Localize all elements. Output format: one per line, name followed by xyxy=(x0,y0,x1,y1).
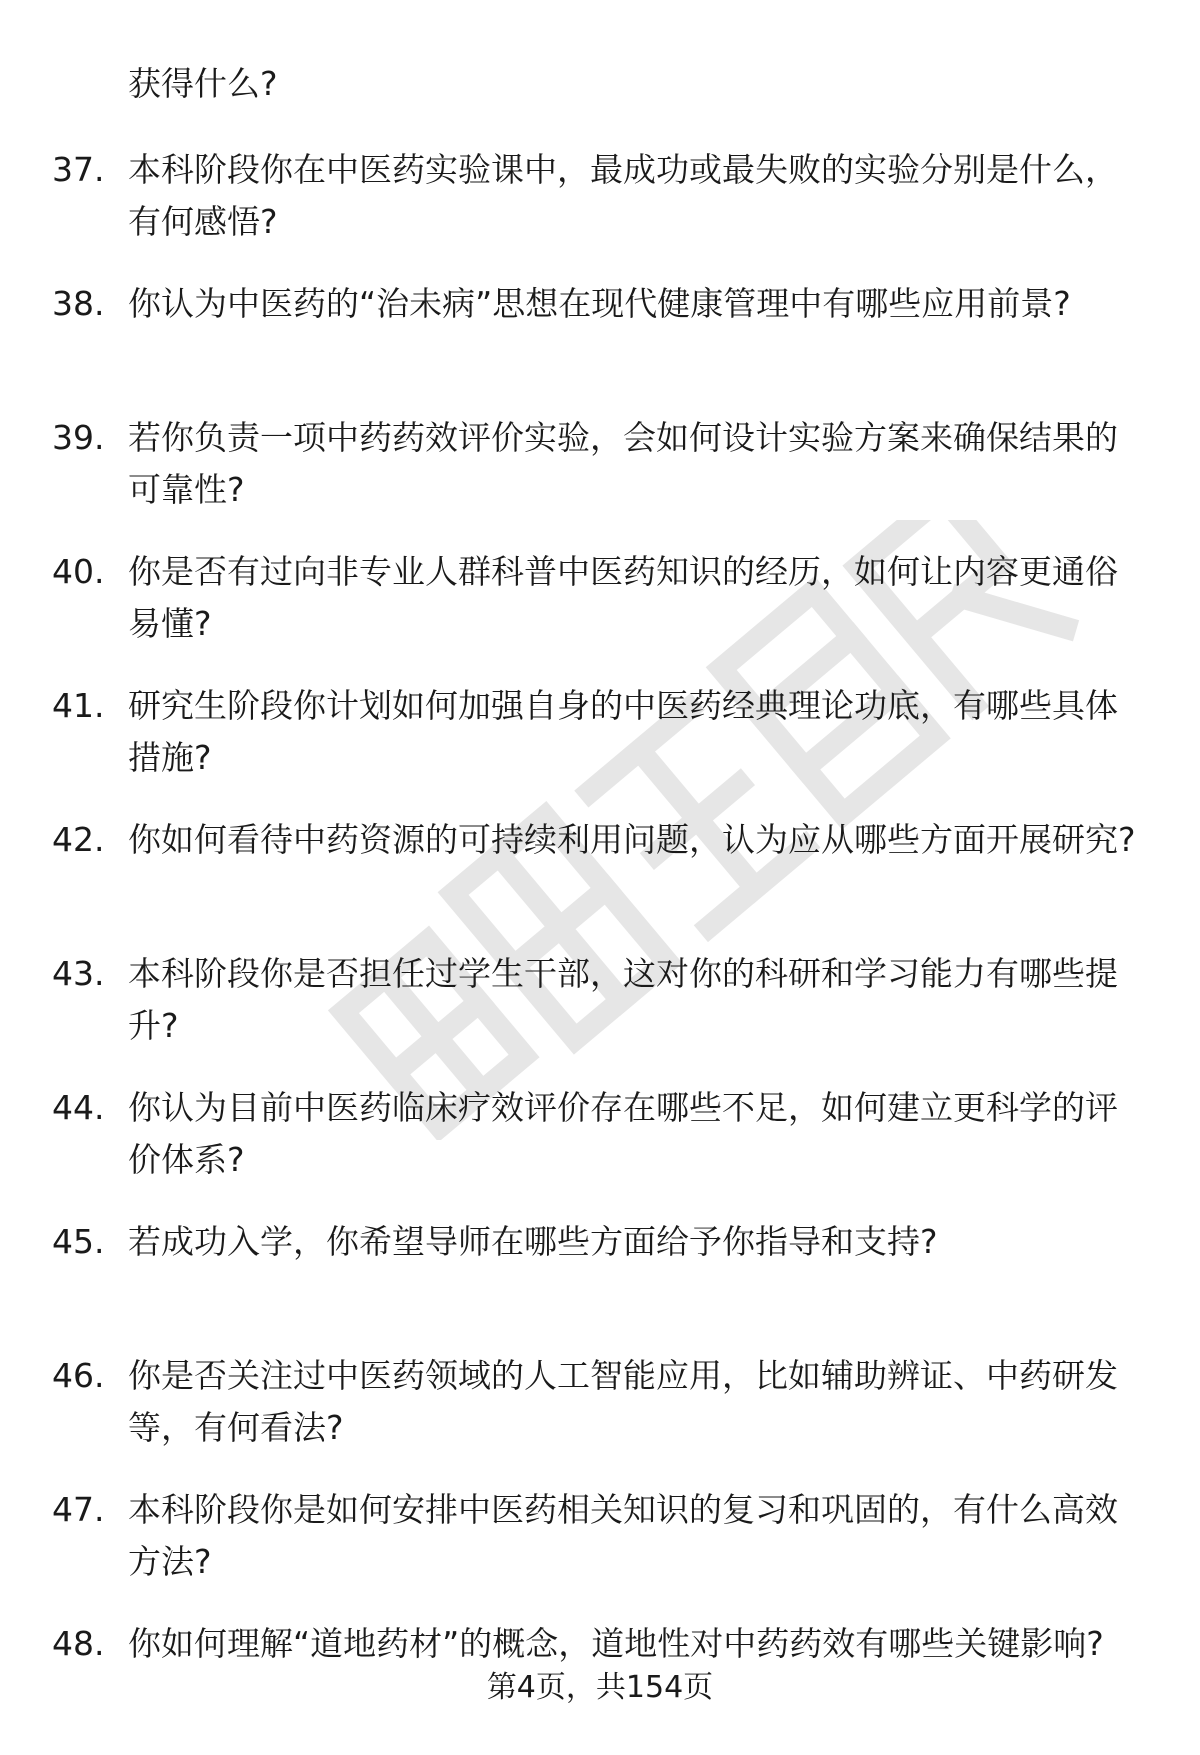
question-item xyxy=(0,948,1200,1082)
question-text: 你如何理解“道地药材”的概念，道地性对中药药效有哪些关键影响? xyxy=(128,1624,1104,1663)
question-item xyxy=(0,278,1200,412)
continued-question-text: 获得什么? xyxy=(128,64,278,103)
question-number: 37. xyxy=(52,150,105,189)
question-number: 48. xyxy=(52,1624,105,1663)
question-text: 本科阶段你是如何安排中医药相关知识的复习和巩固的，有什么高效方法? xyxy=(128,1490,1118,1581)
question-item xyxy=(0,144,1200,278)
question-text: 你如何看待中药资源的可持续利用问题，认为应从哪些方面开展研究? xyxy=(128,820,1136,859)
question-number: 38. xyxy=(52,284,105,323)
question-text: 本科阶段你在中医药实验课中，最成功或最失败的实验分别是什么，有何感悟? xyxy=(128,150,1118,241)
question-text: 研究生阶段你计划如何加强自身的中医药经典理论功底，有哪些具体措施? xyxy=(128,686,1118,777)
question-item xyxy=(0,814,1200,948)
question-number: 44. xyxy=(52,1088,105,1127)
question-text: 你是否关注过中医药领域的人工智能应用，比如辅助辨证、中药研发等，有何看法? xyxy=(128,1356,1118,1447)
question-list xyxy=(0,144,1200,1752)
question-number: 42. xyxy=(52,820,105,859)
question-number: 39. xyxy=(52,418,105,457)
page-number-footer: 第4页，共154页 xyxy=(486,1670,714,1705)
question-text: 本科阶段你是否担任过学生干部，这对你的科研和学习能力有哪些提升? xyxy=(128,954,1118,1045)
question-item xyxy=(0,412,1200,546)
question-text: 若你负责一项中药药效评价实验，会如何设计实验方案来确保结果的可靠性? xyxy=(128,418,1118,509)
question-text: 你是否有过向非专业人群科普中医药知识的经历，如何让内容更通俗易懂? xyxy=(128,552,1118,643)
question-item xyxy=(0,1350,1200,1484)
question-text: 若成功入学，你希望导师在哪些方面给予你指导和支持? xyxy=(128,1222,938,1261)
question-number: 43. xyxy=(52,954,105,993)
question-text: 你认为中医药的“治未病”思想在现代健康管理中有哪些应用前景? xyxy=(128,284,1071,323)
question-item xyxy=(0,1082,1200,1216)
question-item xyxy=(0,546,1200,680)
question-number: 46. xyxy=(52,1356,105,1395)
question-number: 41. xyxy=(52,686,105,725)
question-number: 47. xyxy=(52,1490,105,1529)
question-item xyxy=(0,1216,1200,1350)
question-item xyxy=(0,1484,1200,1618)
question-text: 你认为目前中医药临床疗效评价存在哪些不足，如何建立更科学的评价体系? xyxy=(128,1088,1118,1179)
question-item xyxy=(0,680,1200,814)
question-number: 45. xyxy=(52,1222,105,1261)
question-number: 40. xyxy=(52,552,105,591)
